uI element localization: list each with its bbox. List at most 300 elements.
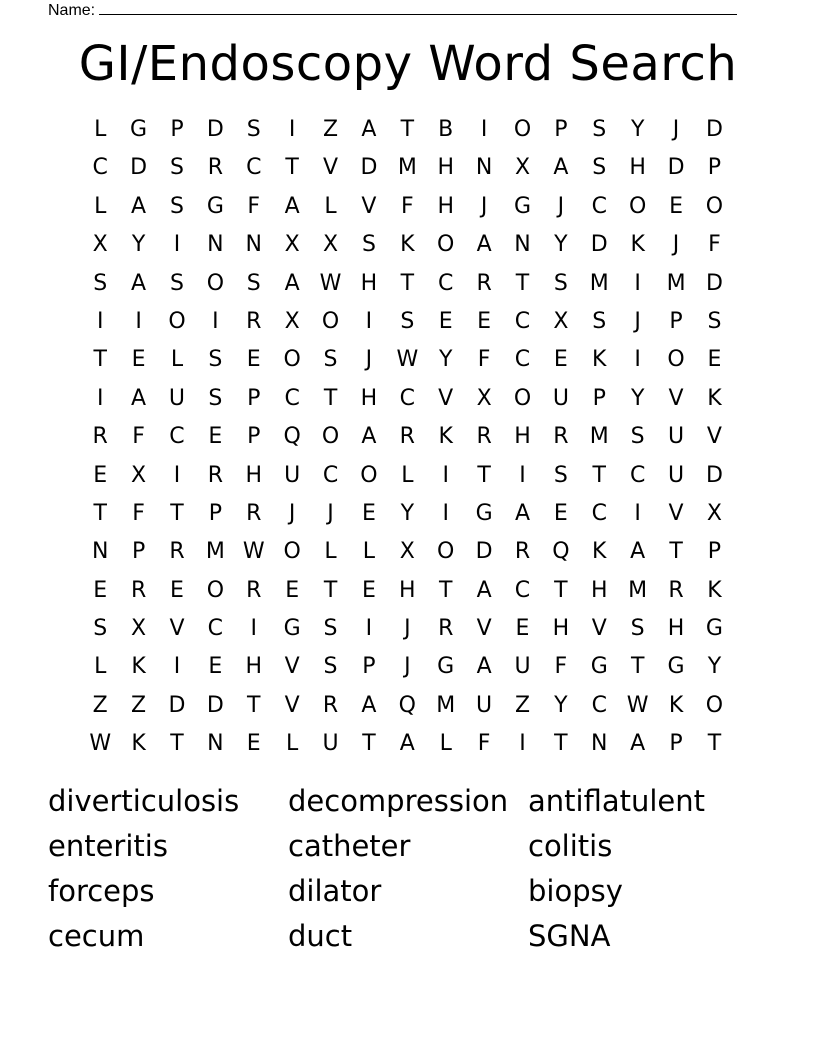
- grid-letter: J: [672, 117, 680, 142]
- grid-letter: I: [212, 308, 219, 334]
- grid-letter: R: [322, 692, 339, 718]
- grid-row: [81, 418, 734, 456]
- word-list-item: colitis: [528, 829, 613, 863]
- grid-letter: R: [246, 577, 262, 603]
- grid-letter: O: [667, 347, 685, 373]
- grid-letter: F: [477, 731, 491, 757]
- grid-letter: F: [132, 424, 145, 450]
- grid-letter: T: [323, 385, 338, 411]
- grid-row: [81, 457, 734, 495]
- grid-letter: N: [475, 155, 493, 181]
- grid-letter: V: [361, 193, 377, 219]
- word-list: [48, 779, 768, 959]
- grid-letter: C: [514, 308, 531, 334]
- grid-letter: M: [666, 270, 686, 296]
- grid-letter: Z: [131, 692, 147, 718]
- grid-letter: O: [321, 424, 340, 450]
- grid-letter: R: [438, 616, 454, 642]
- grid-letter: T: [669, 539, 683, 565]
- grid-letter: U: [168, 385, 186, 411]
- grid-letter: G: [590, 654, 608, 680]
- grid-letter: E: [361, 500, 376, 526]
- grid-letter: X: [284, 232, 300, 258]
- grid-letter: A: [630, 731, 646, 757]
- grid-letter: O: [283, 539, 301, 565]
- grid-letter: H: [667, 616, 685, 642]
- grid-letter: T: [515, 270, 530, 296]
- grid-letter: J: [288, 500, 296, 526]
- grid-letter: V: [476, 616, 492, 642]
- grid-letter: S: [93, 616, 108, 642]
- grid-letter: D: [667, 155, 685, 181]
- grid-letter: S: [553, 270, 568, 296]
- grid-letter: K: [668, 692, 684, 718]
- grid-letter: W: [89, 731, 112, 757]
- grid-letter: X: [323, 232, 339, 258]
- grid-letter: E: [477, 308, 492, 334]
- grid-letter: I: [288, 117, 296, 142]
- grid-letter: I: [634, 500, 641, 526]
- grid-letter: J: [365, 347, 373, 373]
- grid-letter: H: [437, 193, 454, 219]
- name-underline: [99, 0, 737, 15]
- grid-letter: L: [324, 539, 337, 565]
- grid-letter: E: [208, 654, 223, 680]
- grid-letter: O: [360, 462, 378, 488]
- grid-letter: C: [438, 270, 454, 296]
- grid-letter: A: [630, 539, 646, 565]
- grid-letter: F: [477, 347, 491, 373]
- grid-letter: I: [173, 232, 181, 258]
- grid-letter: A: [131, 385, 147, 411]
- grid-letter: Y: [400, 500, 415, 526]
- grid-letter: T: [630, 654, 645, 680]
- grid-letter: S: [592, 308, 607, 334]
- grid-letter: E: [93, 462, 108, 488]
- grid-row: [81, 648, 734, 686]
- grid-letter: E: [246, 731, 261, 757]
- grid-row: [81, 495, 734, 533]
- grid-letter: Q: [398, 692, 416, 718]
- grid-letter: O: [629, 193, 647, 219]
- grid-letter: X: [476, 385, 492, 411]
- grid-letter: M: [205, 539, 225, 565]
- grid-letter: I: [442, 462, 449, 488]
- grid-row: [81, 226, 734, 264]
- grid-row: [81, 380, 734, 418]
- grid-letter: L: [94, 654, 107, 680]
- grid-letter: I: [173, 462, 181, 488]
- grid-letter: F: [554, 654, 568, 680]
- word-list-item: diverticulosis: [48, 784, 240, 818]
- grid-letter: X: [399, 539, 415, 565]
- grid-letter: S: [592, 117, 607, 142]
- grid-letter: M: [589, 270, 609, 296]
- grid-letter: G: [206, 193, 224, 219]
- grid-row: [81, 610, 734, 648]
- grid-letter: U: [552, 385, 569, 411]
- grid-letter: X: [706, 500, 722, 526]
- grid-letter: M: [628, 577, 648, 603]
- grid-letter: W: [396, 347, 419, 373]
- grid-letter: E: [361, 577, 376, 603]
- grid-letter: N: [514, 232, 531, 258]
- grid-letter: C: [591, 193, 607, 219]
- grid-letter: R: [130, 577, 147, 603]
- grid-letter: S: [592, 155, 607, 181]
- grid-letter: E: [669, 193, 683, 219]
- grid-letter: H: [360, 270, 378, 296]
- grid-letter: H: [245, 462, 263, 488]
- grid-letter: T: [554, 731, 568, 757]
- grid-letter: H: [552, 616, 570, 642]
- grid-letter: A: [131, 270, 147, 296]
- grid-letter: D: [705, 270, 723, 296]
- grid-letter: U: [322, 731, 339, 757]
- grid-letter: J: [404, 654, 411, 680]
- grid-letter: O: [705, 193, 724, 219]
- grid-letter: V: [591, 616, 607, 642]
- grid-letter: E: [438, 308, 453, 334]
- grid-letter: C: [169, 424, 185, 450]
- name-label: Name:: [48, 2, 96, 19]
- grid-letter: J: [672, 232, 680, 258]
- grid-letter: T: [170, 500, 184, 526]
- grid-letter: E: [553, 500, 568, 526]
- grid-row: [81, 725, 734, 763]
- grid-letter: T: [93, 347, 107, 373]
- grid-letter: D: [475, 539, 493, 565]
- grid-letter: S: [323, 616, 338, 642]
- grid-letter: P: [592, 385, 606, 411]
- grid-letter: N: [91, 539, 109, 565]
- grid-letter: G: [130, 117, 148, 142]
- grid-letter: T: [170, 731, 184, 757]
- grid-letter: M: [589, 424, 609, 450]
- grid-letter: R: [169, 539, 185, 565]
- grid-letter: V: [284, 692, 300, 718]
- grid-letter: V: [668, 500, 684, 526]
- grid-letter: M: [397, 155, 417, 181]
- grid-letter: K: [131, 731, 146, 757]
- letter-grid: [81, 111, 734, 764]
- grid-letter: K: [592, 347, 607, 373]
- word-list-item: duct: [288, 919, 353, 953]
- grid-letter: P: [707, 539, 722, 565]
- grid-letter: C: [591, 692, 607, 718]
- word-list-item: decompression: [288, 784, 509, 818]
- grid-letter: S: [208, 385, 223, 411]
- grid-letter: A: [553, 155, 569, 181]
- grid-letter: X: [131, 462, 147, 488]
- grid-letter: T: [400, 117, 415, 142]
- grid-letter: K: [707, 385, 722, 411]
- grid-letter: C: [322, 462, 339, 488]
- grid-letter: W: [626, 692, 649, 718]
- grid-letter: I: [634, 270, 641, 296]
- grid-letter: X: [92, 232, 108, 258]
- grid-letter: V: [169, 616, 185, 642]
- grid-letter: K: [707, 577, 722, 603]
- grid-letter: G: [475, 500, 493, 526]
- grid-letter: T: [477, 462, 491, 488]
- grid-letter: Q: [283, 424, 301, 450]
- grid-letter: E: [170, 577, 184, 603]
- grid-letter: S: [246, 270, 261, 296]
- grid-letter: H: [360, 385, 378, 411]
- grid-letter: E: [131, 347, 146, 373]
- grid-letter: V: [284, 654, 300, 680]
- grid-letter: I: [519, 462, 526, 488]
- grid-letter: F: [132, 500, 145, 526]
- grid-letter: G: [667, 654, 685, 680]
- grid-letter: K: [131, 654, 146, 680]
- grid-letter: I: [96, 385, 104, 411]
- grid-letter: L: [362, 539, 376, 565]
- grid-letter: R: [92, 424, 108, 450]
- grid-letter: O: [283, 347, 301, 373]
- grid-letter: E: [93, 577, 108, 603]
- grid-letter: P: [131, 539, 146, 565]
- grid-letter: X: [553, 308, 569, 334]
- grid-letter: H: [514, 424, 531, 450]
- grid-letter: C: [207, 616, 224, 642]
- grid-letter: R: [246, 308, 262, 334]
- grid-row: [81, 265, 734, 303]
- grid-letter: G: [513, 193, 532, 219]
- word-list-item: dilator: [288, 874, 382, 908]
- grid-letter: L: [170, 347, 184, 373]
- grid-letter: L: [324, 193, 337, 219]
- grid-letter: Y: [438, 347, 453, 373]
- word-list-item: forceps: [48, 874, 155, 908]
- grid-letter: A: [361, 692, 377, 718]
- grid-letter: C: [399, 385, 415, 411]
- grid-letter: N: [591, 731, 608, 757]
- grid-letter: S: [169, 155, 184, 181]
- grid-letter: X: [131, 616, 147, 642]
- grid-letter: D: [705, 117, 723, 142]
- grid-letter: L: [94, 117, 107, 142]
- grid-letter: J: [480, 193, 488, 219]
- grid-letter: B: [438, 117, 454, 142]
- grid-letter: P: [362, 654, 376, 680]
- grid-letter: S: [361, 232, 376, 258]
- grid-letter: V: [323, 155, 339, 181]
- grid-letter: W: [319, 270, 342, 296]
- grid-letter: D: [360, 155, 378, 181]
- grid-letter: E: [208, 424, 223, 450]
- grid-letter: T: [554, 577, 568, 603]
- grid-letter: M: [436, 692, 456, 718]
- grid-letter: S: [707, 308, 722, 334]
- grid-letter: P: [170, 117, 184, 142]
- grid-letter: J: [557, 193, 565, 219]
- grid-letter: S: [246, 117, 261, 142]
- grid-letter: R: [476, 424, 492, 450]
- word-list-item: cecum: [48, 919, 145, 953]
- grid-letter: R: [246, 500, 262, 526]
- grid-letter: U: [476, 692, 493, 718]
- grid-letter: O: [437, 539, 455, 565]
- grid-letter: S: [93, 270, 108, 296]
- grid-letter: P: [707, 155, 722, 181]
- grid-row: [81, 149, 734, 187]
- grid-letter: Q: [552, 539, 570, 565]
- grid-letter: T: [362, 731, 376, 757]
- grid-letter: S: [323, 347, 338, 373]
- grid-letter: P: [247, 385, 261, 411]
- grid-letter: N: [207, 731, 224, 757]
- grid-letter: C: [514, 347, 531, 373]
- grid-letter: S: [400, 308, 415, 334]
- grid-letter: I: [519, 731, 526, 757]
- grid-row: [81, 188, 734, 226]
- grid-letter: F: [400, 193, 414, 219]
- grid-letter: Y: [630, 117, 645, 142]
- grid-letter: Y: [554, 692, 568, 718]
- grid-letter: O: [168, 308, 186, 334]
- grid-letter: A: [361, 424, 377, 450]
- word-list-item: catheter: [288, 829, 411, 863]
- grid-letter: I: [480, 117, 488, 142]
- grid-letter: E: [553, 347, 568, 373]
- grid-letter: O: [321, 308, 340, 334]
- grid-letter: S: [208, 347, 223, 373]
- grid-letter: Y: [707, 654, 722, 680]
- grid-letter: R: [514, 539, 531, 565]
- grid-letter: I: [365, 308, 373, 334]
- grid-letter: T: [285, 155, 299, 181]
- grid-letter: I: [250, 616, 257, 642]
- grid-letter: P: [554, 117, 568, 142]
- grid-letter: K: [400, 232, 415, 258]
- grid-letter: S: [553, 462, 568, 488]
- grid-letter: A: [284, 270, 300, 296]
- grid-letter: E: [246, 347, 261, 373]
- grid-letter: A: [131, 193, 147, 219]
- grid-letter: A: [476, 654, 492, 680]
- grid-letter: T: [592, 462, 606, 488]
- grid-letter: H: [437, 155, 454, 181]
- grid-row: [81, 303, 734, 341]
- grid-letter: T: [400, 270, 415, 296]
- grid-letter: A: [361, 117, 377, 142]
- grid-letter: C: [92, 155, 108, 181]
- grid-letter: A: [476, 577, 492, 603]
- grid-letter: A: [514, 500, 531, 526]
- grid-letter: K: [438, 424, 453, 450]
- grid-letter: L: [94, 193, 107, 219]
- grid-letter: T: [93, 500, 107, 526]
- grid-letter: C: [629, 462, 646, 488]
- grid-letter: I: [634, 347, 641, 373]
- grid-letter: D: [590, 232, 608, 258]
- grid-letter: V: [668, 385, 684, 411]
- grid-letter: I: [96, 308, 104, 334]
- grid-letter: F: [708, 232, 721, 258]
- grid-letter: K: [592, 539, 607, 565]
- grid-letter: J: [404, 616, 411, 642]
- grid-letter: P: [669, 731, 683, 757]
- grid-letter: P: [247, 424, 261, 450]
- grid-letter: D: [130, 155, 148, 181]
- grid-row: [81, 533, 734, 571]
- grid-letter: O: [513, 385, 532, 411]
- grid-letter: R: [668, 577, 684, 603]
- grid-letter: Z: [514, 692, 531, 718]
- word-list-item: antiflatulent: [528, 784, 706, 818]
- word-list-item: enteritis: [48, 829, 168, 863]
- grid-letter: G: [437, 654, 455, 680]
- grid-letter: Y: [131, 232, 146, 258]
- grid-letter: A: [476, 232, 492, 258]
- grid-letter: C: [591, 500, 607, 526]
- grid-letter: G: [283, 616, 301, 642]
- word-list-item: biopsy: [528, 874, 623, 908]
- grid-letter: H: [591, 577, 608, 603]
- grid-row: [81, 572, 734, 610]
- grid-letter: U: [514, 654, 531, 680]
- grid-letter: P: [208, 500, 222, 526]
- grid-letter: H: [629, 155, 646, 181]
- grid-row: [81, 341, 734, 379]
- grid-letter: Y: [630, 385, 645, 411]
- grid-letter: S: [169, 270, 184, 296]
- grid-letter: D: [206, 117, 224, 142]
- grid-letter: S: [630, 616, 645, 642]
- grid-letter: V: [438, 385, 454, 411]
- grid-letter: U: [668, 462, 685, 488]
- grid-letter: L: [401, 462, 414, 488]
- grid-letter: A: [399, 731, 415, 757]
- grid-letter: X: [284, 308, 300, 334]
- grid-letter: J: [634, 308, 641, 334]
- grid-letter: D: [705, 462, 723, 488]
- grid-letter: N: [245, 232, 262, 258]
- grid-letter: Z: [92, 692, 108, 718]
- grid-letter: X: [514, 155, 531, 181]
- grid-letter: Z: [323, 117, 339, 142]
- grid-letter: E: [285, 577, 300, 603]
- grid-letter: R: [399, 424, 415, 450]
- grid-letter: P: [669, 308, 683, 334]
- grid-letter: U: [668, 424, 685, 450]
- grid-row: [81, 111, 734, 149]
- grid-letter: O: [437, 232, 455, 258]
- grid-letter: O: [705, 692, 724, 718]
- grid-letter: I: [135, 308, 142, 334]
- grid-letter: R: [207, 462, 224, 488]
- grid-letter: O: [513, 117, 532, 142]
- grid-letter: K: [630, 232, 645, 258]
- grid-letter: C: [246, 155, 262, 181]
- grid-letter: D: [168, 692, 186, 718]
- grid-letter: V: [706, 424, 722, 450]
- grid-letter: S: [323, 654, 338, 680]
- grid-letter: L: [439, 731, 452, 757]
- grid-letter: S: [630, 424, 645, 450]
- grid-letter: I: [365, 616, 373, 642]
- grid-letter: Y: [554, 232, 568, 258]
- grid-letter: T: [247, 692, 261, 718]
- page-title: GI/Endoscopy Word Search: [78, 36, 738, 92]
- grid-letter: N: [207, 232, 224, 258]
- grid-letter: C: [514, 577, 531, 603]
- grid-letter: I: [442, 500, 449, 526]
- name-field: [48, 0, 737, 20]
- grid-letter: O: [206, 577, 225, 603]
